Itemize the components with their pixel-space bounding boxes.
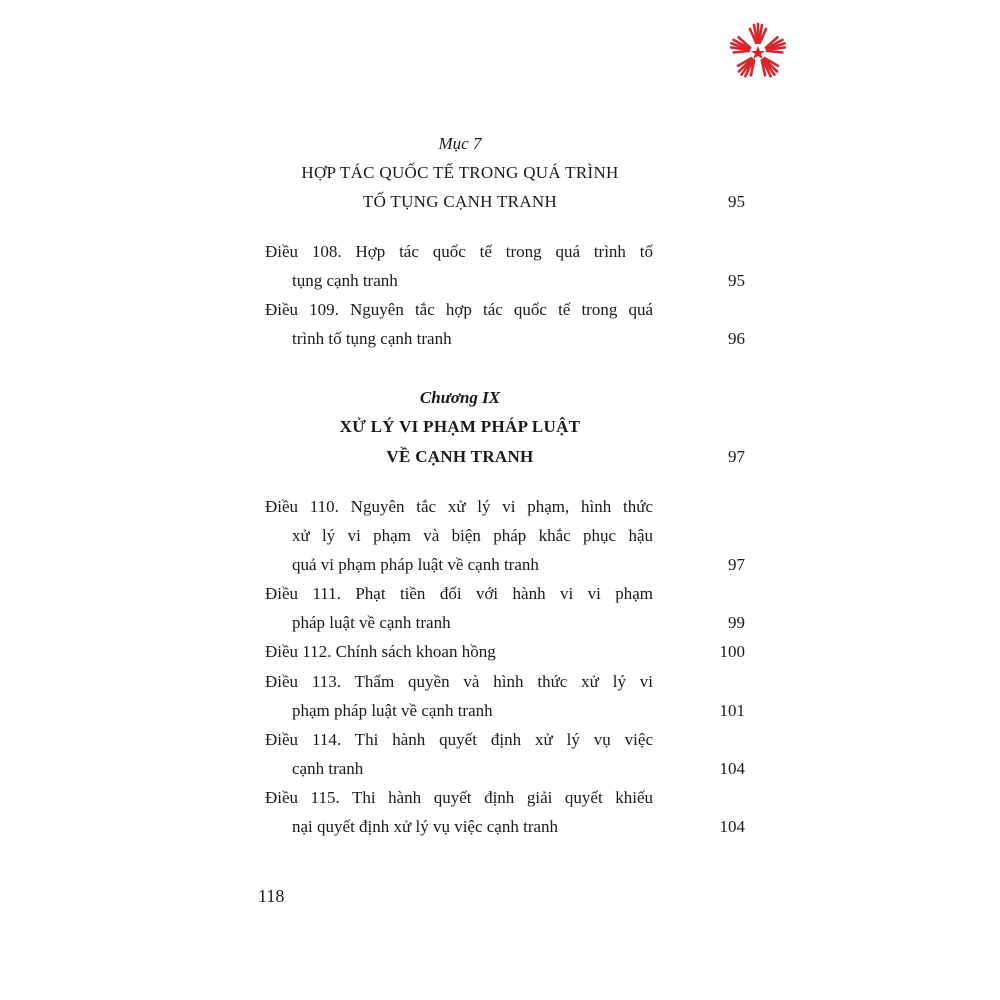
toc-page (265, 0, 750, 1000)
toc-entry-110-line3: quả vi phạm pháp luật về cạnh tranh (292, 555, 539, 574)
toc-entry-108-line1: Điều 108. Hợp tác quốc tế trong quá trình tố (265, 242, 653, 261)
section-title-line1: HỢP TÁC QUỐC TẾ TRONG QUÁ TRÌNH (301, 163, 619, 182)
toc-entry-111-line2: pháp luật về cạnh tranh (292, 613, 451, 632)
toc-entry-112-page: 100 (719, 642, 745, 661)
toc-entry-110-line2: xử lý vi phạm và biện pháp khắc phục hậu (292, 526, 653, 545)
chapter-title-line1: XỬ LÝ VI PHẠM PHÁP LUẬT (339, 417, 581, 436)
chapter-title-line2: VỀ CẠNH TRANH (386, 447, 534, 466)
section-label: Mục 7 (438, 134, 482, 153)
toc-entry-114-line2: cạnh tranh (292, 759, 364, 778)
toc-entry-113-page: 101 (719, 701, 745, 720)
toc-entry-109-line1: Điều 109. Nguyên tắc hợp tác quốc tế trong quá (265, 300, 653, 319)
toc-entry-109-line2: trình tố tụng cạnh tranh (292, 329, 452, 348)
toc-entry-109-page: 96 (728, 329, 745, 348)
toc-entry-114-page: 104 (719, 759, 745, 778)
toc-entry-110-page: 97 (728, 555, 745, 574)
toc-entry-111-line1: Điều 111. Phạt tiền đối với hành vi vi phạm (265, 584, 653, 603)
toc-entry-112-line1: Điều 112. Chính sách khoan hồng (265, 642, 496, 661)
toc-entry-113-line2: phạm pháp luật về cạnh tranh (292, 701, 493, 720)
page-number: 118 (258, 886, 285, 906)
toc-entry-110-line1: Điều 110. Nguyên tắc xử lý vi phạm, hình thức (265, 497, 653, 516)
chapter-page-number: 97 (728, 447, 745, 466)
chapter-label: Chương IX (419, 388, 501, 407)
toc-entry-114-line1: Điều 114. Thi hành quyết định xử lý vụ việc (265, 730, 653, 749)
section-title-line2: TỐ TỤNG CẠNH TRANH (362, 192, 558, 211)
toc-entry-108-page: 95 (728, 271, 745, 290)
toc-entry-111-page: 99 (728, 613, 745, 632)
toc-entry-115-line2: nại quyết định xử lý vụ việc cạnh tranh (292, 817, 559, 836)
section-page-number: 95 (728, 192, 745, 211)
toc-entry-115-line1: Điều 115. Thi hành quyết định giải quyết khiếu (265, 788, 653, 807)
toc-entry-115-page: 104 (719, 817, 745, 836)
toc-entry-108-line2: tụng cạnh tranh (292, 271, 398, 290)
toc-entry-113-line1: Điều 113. Thẩm quyền và hình thức xử lý vi (265, 672, 653, 691)
